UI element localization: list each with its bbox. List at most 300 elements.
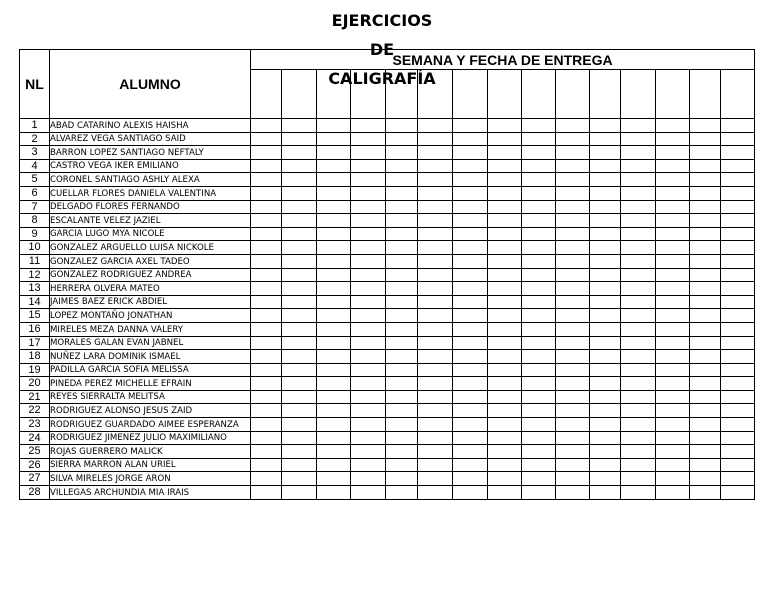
week-cell[interactable] xyxy=(556,431,590,445)
week-cell[interactable] xyxy=(721,309,755,323)
week-cell[interactable] xyxy=(556,214,590,228)
week-cell[interactable] xyxy=(556,159,590,173)
week-cell[interactable] xyxy=(251,295,282,309)
week-cell[interactable] xyxy=(656,350,690,364)
week-cell[interactable] xyxy=(590,445,621,459)
week-cell[interactable] xyxy=(690,119,721,133)
week-cell[interactable] xyxy=(351,336,386,350)
week-cell[interactable] xyxy=(418,309,453,323)
week-cell[interactable] xyxy=(317,186,351,200)
week-cell[interactable] xyxy=(690,200,721,214)
week-cell[interactable] xyxy=(386,486,418,500)
week-cell[interactable] xyxy=(522,404,556,418)
week-cell[interactable] xyxy=(282,472,317,486)
week-cell[interactable] xyxy=(488,119,522,133)
week-cell[interactable] xyxy=(721,173,755,187)
week-cell[interactable] xyxy=(386,227,418,241)
week-cell[interactable] xyxy=(453,486,488,500)
week-cell[interactable] xyxy=(556,445,590,459)
week-cell[interactable] xyxy=(453,336,488,350)
week-cell[interactable] xyxy=(386,295,418,309)
week-cell[interactable] xyxy=(282,159,317,173)
week-cell[interactable] xyxy=(317,445,351,459)
week-cell[interactable] xyxy=(386,159,418,173)
week-cell[interactable] xyxy=(690,132,721,146)
week-cell[interactable] xyxy=(317,173,351,187)
week-cell[interactable] xyxy=(351,377,386,391)
week-cell[interactable] xyxy=(621,322,656,336)
week-cell[interactable] xyxy=(488,268,522,282)
week-cell[interactable] xyxy=(721,472,755,486)
week-cell[interactable] xyxy=(556,282,590,296)
week-cell[interactable] xyxy=(453,404,488,418)
week-cell[interactable] xyxy=(488,404,522,418)
week-cell[interactable] xyxy=(590,186,621,200)
week-cell[interactable] xyxy=(317,241,351,255)
week-cell[interactable] xyxy=(351,404,386,418)
week-cell[interactable] xyxy=(282,214,317,228)
week-cell[interactable] xyxy=(386,173,418,187)
week-cell[interactable] xyxy=(251,431,282,445)
week-cell[interactable] xyxy=(621,418,656,432)
week-cell[interactable] xyxy=(690,241,721,255)
week-cell[interactable] xyxy=(556,418,590,432)
week-cell[interactable] xyxy=(317,322,351,336)
week-cell[interactable] xyxy=(418,377,453,391)
week-cell[interactable] xyxy=(488,445,522,459)
week-cell[interactable] xyxy=(621,254,656,268)
week-cell[interactable] xyxy=(656,309,690,323)
week-cell[interactable] xyxy=(488,486,522,500)
week-cell[interactable] xyxy=(556,146,590,160)
week-cell[interactable] xyxy=(522,214,556,228)
week-cell[interactable] xyxy=(251,186,282,200)
week-cell[interactable] xyxy=(690,322,721,336)
week-cell[interactable] xyxy=(621,186,656,200)
week-cell[interactable] xyxy=(418,282,453,296)
week-cell[interactable] xyxy=(522,309,556,323)
week-cell[interactable] xyxy=(690,254,721,268)
week-cell[interactable] xyxy=(282,119,317,133)
week-cell[interactable] xyxy=(282,445,317,459)
week-cell[interactable] xyxy=(418,486,453,500)
week-cell[interactable] xyxy=(621,241,656,255)
week-cell[interactable] xyxy=(621,336,656,350)
week-cell[interactable] xyxy=(590,418,621,432)
week-cell[interactable] xyxy=(386,132,418,146)
week-cell[interactable] xyxy=(317,119,351,133)
week-cell[interactable] xyxy=(690,363,721,377)
week-cell[interactable] xyxy=(386,390,418,404)
week-cell[interactable] xyxy=(556,173,590,187)
week-cell[interactable] xyxy=(418,418,453,432)
week-cell[interactable] xyxy=(488,146,522,160)
week-cell[interactable] xyxy=(656,241,690,255)
week-cell[interactable] xyxy=(522,445,556,459)
week-cell[interactable] xyxy=(656,295,690,309)
week-cell[interactable] xyxy=(317,214,351,228)
week-cell[interactable] xyxy=(317,132,351,146)
week-cell[interactable] xyxy=(251,214,282,228)
week-cell[interactable] xyxy=(721,214,755,228)
week-cell[interactable] xyxy=(690,268,721,282)
week-cell[interactable] xyxy=(721,445,755,459)
week-cell[interactable] xyxy=(386,363,418,377)
week-cell[interactable] xyxy=(556,295,590,309)
week-cell[interactable] xyxy=(656,390,690,404)
week-cell[interactable] xyxy=(656,214,690,228)
week-cell[interactable] xyxy=(418,390,453,404)
week-cell[interactable] xyxy=(556,486,590,500)
week-cell[interactable] xyxy=(522,390,556,404)
week-cell[interactable] xyxy=(721,404,755,418)
week-cell[interactable] xyxy=(656,458,690,472)
week-cell[interactable] xyxy=(386,472,418,486)
week-cell[interactable] xyxy=(556,458,590,472)
week-cell[interactable] xyxy=(590,390,621,404)
week-cell[interactable] xyxy=(317,146,351,160)
week-cell[interactable] xyxy=(590,458,621,472)
week-cell[interactable] xyxy=(721,486,755,500)
week-cell[interactable] xyxy=(556,404,590,418)
week-cell[interactable] xyxy=(386,350,418,364)
week-cell[interactable] xyxy=(556,472,590,486)
week-cell[interactable] xyxy=(453,268,488,282)
week-cell[interactable] xyxy=(690,377,721,391)
week-cell[interactable] xyxy=(453,227,488,241)
week-cell[interactable] xyxy=(317,472,351,486)
week-cell[interactable] xyxy=(656,336,690,350)
week-cell[interactable] xyxy=(522,472,556,486)
week-cell[interactable] xyxy=(251,309,282,323)
week-cell[interactable] xyxy=(282,336,317,350)
week-cell[interactable] xyxy=(590,431,621,445)
week-cell[interactable] xyxy=(453,214,488,228)
week-cell[interactable] xyxy=(556,390,590,404)
week-cell[interactable] xyxy=(282,404,317,418)
week-cell[interactable] xyxy=(621,227,656,241)
week-cell[interactable] xyxy=(453,282,488,296)
week-cell[interactable] xyxy=(418,363,453,377)
week-cell[interactable] xyxy=(251,445,282,459)
week-cell[interactable] xyxy=(251,227,282,241)
week-cell[interactable] xyxy=(351,431,386,445)
week-cell[interactable] xyxy=(453,146,488,160)
week-cell[interactable] xyxy=(621,268,656,282)
week-cell[interactable] xyxy=(488,363,522,377)
week-cell[interactable] xyxy=(721,186,755,200)
week-cell[interactable] xyxy=(282,254,317,268)
week-cell[interactable] xyxy=(656,363,690,377)
week-cell[interactable] xyxy=(522,418,556,432)
week-cell[interactable] xyxy=(351,214,386,228)
week-cell[interactable] xyxy=(453,377,488,391)
week-cell[interactable] xyxy=(351,200,386,214)
week-cell[interactable] xyxy=(317,295,351,309)
week-cell[interactable] xyxy=(282,431,317,445)
week-cell[interactable] xyxy=(556,186,590,200)
week-cell[interactable] xyxy=(317,377,351,391)
week-cell[interactable] xyxy=(351,363,386,377)
week-cell[interactable] xyxy=(251,173,282,187)
week-cell[interactable] xyxy=(386,445,418,459)
week-cell[interactable] xyxy=(721,418,755,432)
week-cell[interactable] xyxy=(721,146,755,160)
week-cell[interactable] xyxy=(556,200,590,214)
week-cell[interactable] xyxy=(251,404,282,418)
week-cell[interactable] xyxy=(488,309,522,323)
week-cell[interactable] xyxy=(656,200,690,214)
week-cell[interactable] xyxy=(522,322,556,336)
week-cell[interactable] xyxy=(351,418,386,432)
week-cell[interactable] xyxy=(488,200,522,214)
week-cell[interactable] xyxy=(690,309,721,323)
week-cell[interactable] xyxy=(453,119,488,133)
week-cell[interactable] xyxy=(418,132,453,146)
week-cell[interactable] xyxy=(418,119,453,133)
week-cell[interactable] xyxy=(656,254,690,268)
week-cell[interactable] xyxy=(590,350,621,364)
week-cell[interactable] xyxy=(522,268,556,282)
week-cell[interactable] xyxy=(690,458,721,472)
week-cell[interactable] xyxy=(418,146,453,160)
week-cell[interactable] xyxy=(656,186,690,200)
week-cell[interactable] xyxy=(251,486,282,500)
week-cell[interactable] xyxy=(418,404,453,418)
week-cell[interactable] xyxy=(317,404,351,418)
week-cell[interactable] xyxy=(282,295,317,309)
week-cell[interactable] xyxy=(251,363,282,377)
week-cell[interactable] xyxy=(282,363,317,377)
week-cell[interactable] xyxy=(317,350,351,364)
week-cell[interactable] xyxy=(317,390,351,404)
week-cell[interactable] xyxy=(351,309,386,323)
week-cell[interactable] xyxy=(522,159,556,173)
week-cell[interactable] xyxy=(690,418,721,432)
week-cell[interactable] xyxy=(488,132,522,146)
week-cell[interactable] xyxy=(453,363,488,377)
week-cell[interactable] xyxy=(453,159,488,173)
week-cell[interactable] xyxy=(453,445,488,459)
week-cell[interactable] xyxy=(621,472,656,486)
week-cell[interactable] xyxy=(522,486,556,500)
week-cell[interactable] xyxy=(590,363,621,377)
week-cell[interactable] xyxy=(590,295,621,309)
week-cell[interactable] xyxy=(721,254,755,268)
week-cell[interactable] xyxy=(522,146,556,160)
week-cell[interactable] xyxy=(351,173,386,187)
week-cell[interactable] xyxy=(418,268,453,282)
week-cell[interactable] xyxy=(522,173,556,187)
week-cell[interactable] xyxy=(386,404,418,418)
week-cell[interactable] xyxy=(488,295,522,309)
week-cell[interactable] xyxy=(488,186,522,200)
week-cell[interactable] xyxy=(488,254,522,268)
week-cell[interactable] xyxy=(386,309,418,323)
week-cell[interactable] xyxy=(317,431,351,445)
week-cell[interactable] xyxy=(282,418,317,432)
week-cell[interactable] xyxy=(251,132,282,146)
week-cell[interactable] xyxy=(656,377,690,391)
week-cell[interactable] xyxy=(621,159,656,173)
week-cell[interactable] xyxy=(386,336,418,350)
week-cell[interactable] xyxy=(656,282,690,296)
week-cell[interactable] xyxy=(418,241,453,255)
week-cell[interactable] xyxy=(556,363,590,377)
week-cell[interactable] xyxy=(690,350,721,364)
week-cell[interactable] xyxy=(721,132,755,146)
week-cell[interactable] xyxy=(656,472,690,486)
week-cell[interactable] xyxy=(282,241,317,255)
week-cell[interactable] xyxy=(522,241,556,255)
week-cell[interactable] xyxy=(590,309,621,323)
week-cell[interactable] xyxy=(621,282,656,296)
week-cell[interactable] xyxy=(351,254,386,268)
week-cell[interactable] xyxy=(418,336,453,350)
week-cell[interactable] xyxy=(656,404,690,418)
week-cell[interactable] xyxy=(590,322,621,336)
week-cell[interactable] xyxy=(690,186,721,200)
week-cell[interactable] xyxy=(386,377,418,391)
week-cell[interactable] xyxy=(621,445,656,459)
week-cell[interactable] xyxy=(556,119,590,133)
week-cell[interactable] xyxy=(621,295,656,309)
week-cell[interactable] xyxy=(282,282,317,296)
week-cell[interactable] xyxy=(386,214,418,228)
week-cell[interactable] xyxy=(351,458,386,472)
week-cell[interactable] xyxy=(721,268,755,282)
week-cell[interactable] xyxy=(590,200,621,214)
week-cell[interactable] xyxy=(317,336,351,350)
week-cell[interactable] xyxy=(282,350,317,364)
week-cell[interactable] xyxy=(488,472,522,486)
week-cell[interactable] xyxy=(621,390,656,404)
week-cell[interactable] xyxy=(488,390,522,404)
week-cell[interactable] xyxy=(453,472,488,486)
week-cell[interactable] xyxy=(488,431,522,445)
week-cell[interactable] xyxy=(453,350,488,364)
week-cell[interactable] xyxy=(621,173,656,187)
week-cell[interactable] xyxy=(721,227,755,241)
week-cell[interactable] xyxy=(282,458,317,472)
week-cell[interactable] xyxy=(522,282,556,296)
week-cell[interactable] xyxy=(522,132,556,146)
week-cell[interactable] xyxy=(251,458,282,472)
week-cell[interactable] xyxy=(690,282,721,296)
week-cell[interactable] xyxy=(488,282,522,296)
week-cell[interactable] xyxy=(418,295,453,309)
week-cell[interactable] xyxy=(522,186,556,200)
week-cell[interactable] xyxy=(251,200,282,214)
week-cell[interactable] xyxy=(590,119,621,133)
week-cell[interactable] xyxy=(282,322,317,336)
week-cell[interactable] xyxy=(418,322,453,336)
week-cell[interactable] xyxy=(590,377,621,391)
week-cell[interactable] xyxy=(656,445,690,459)
week-cell[interactable] xyxy=(453,418,488,432)
week-cell[interactable] xyxy=(488,173,522,187)
week-cell[interactable] xyxy=(418,431,453,445)
week-cell[interactable] xyxy=(522,200,556,214)
week-cell[interactable] xyxy=(317,486,351,500)
week-cell[interactable] xyxy=(418,227,453,241)
week-cell[interactable] xyxy=(488,377,522,391)
week-cell[interactable] xyxy=(590,146,621,160)
week-cell[interactable] xyxy=(386,431,418,445)
week-cell[interactable] xyxy=(282,146,317,160)
week-cell[interactable] xyxy=(317,418,351,432)
week-cell[interactable] xyxy=(590,472,621,486)
week-cell[interactable] xyxy=(251,390,282,404)
week-cell[interactable] xyxy=(317,458,351,472)
week-cell[interactable] xyxy=(522,254,556,268)
week-cell[interactable] xyxy=(251,241,282,255)
week-cell[interactable] xyxy=(351,227,386,241)
week-cell[interactable] xyxy=(351,390,386,404)
week-cell[interactable] xyxy=(453,458,488,472)
week-cell[interactable] xyxy=(656,146,690,160)
week-cell[interactable] xyxy=(590,173,621,187)
week-cell[interactable] xyxy=(317,282,351,296)
week-cell[interactable] xyxy=(621,146,656,160)
week-cell[interactable] xyxy=(282,309,317,323)
week-cell[interactable] xyxy=(251,377,282,391)
week-cell[interactable] xyxy=(556,268,590,282)
week-cell[interactable] xyxy=(590,132,621,146)
week-cell[interactable] xyxy=(522,363,556,377)
week-cell[interactable] xyxy=(317,268,351,282)
week-cell[interactable] xyxy=(656,486,690,500)
week-cell[interactable] xyxy=(351,445,386,459)
week-cell[interactable] xyxy=(386,418,418,432)
week-cell[interactable] xyxy=(621,404,656,418)
week-cell[interactable] xyxy=(556,241,590,255)
week-cell[interactable] xyxy=(690,390,721,404)
week-cell[interactable] xyxy=(418,445,453,459)
week-cell[interactable] xyxy=(386,200,418,214)
week-cell[interactable] xyxy=(721,390,755,404)
week-cell[interactable] xyxy=(556,336,590,350)
week-cell[interactable] xyxy=(418,214,453,228)
week-cell[interactable] xyxy=(590,214,621,228)
week-cell[interactable] xyxy=(556,132,590,146)
week-cell[interactable] xyxy=(621,132,656,146)
week-cell[interactable] xyxy=(721,431,755,445)
week-cell[interactable] xyxy=(721,458,755,472)
week-cell[interactable] xyxy=(590,268,621,282)
week-cell[interactable] xyxy=(251,159,282,173)
week-cell[interactable] xyxy=(386,458,418,472)
week-cell[interactable] xyxy=(351,119,386,133)
week-cell[interactable] xyxy=(690,431,721,445)
week-cell[interactable] xyxy=(351,159,386,173)
week-cell[interactable] xyxy=(556,227,590,241)
week-cell[interactable] xyxy=(690,486,721,500)
week-cell[interactable] xyxy=(690,472,721,486)
week-cell[interactable] xyxy=(418,472,453,486)
week-cell[interactable] xyxy=(721,159,755,173)
week-cell[interactable] xyxy=(690,445,721,459)
week-cell[interactable] xyxy=(453,254,488,268)
week-cell[interactable] xyxy=(621,431,656,445)
week-cell[interactable] xyxy=(251,350,282,364)
week-cell[interactable] xyxy=(386,282,418,296)
week-cell[interactable] xyxy=(721,282,755,296)
week-cell[interactable] xyxy=(453,295,488,309)
week-cell[interactable] xyxy=(488,241,522,255)
week-cell[interactable] xyxy=(317,254,351,268)
week-cell[interactable] xyxy=(721,241,755,255)
